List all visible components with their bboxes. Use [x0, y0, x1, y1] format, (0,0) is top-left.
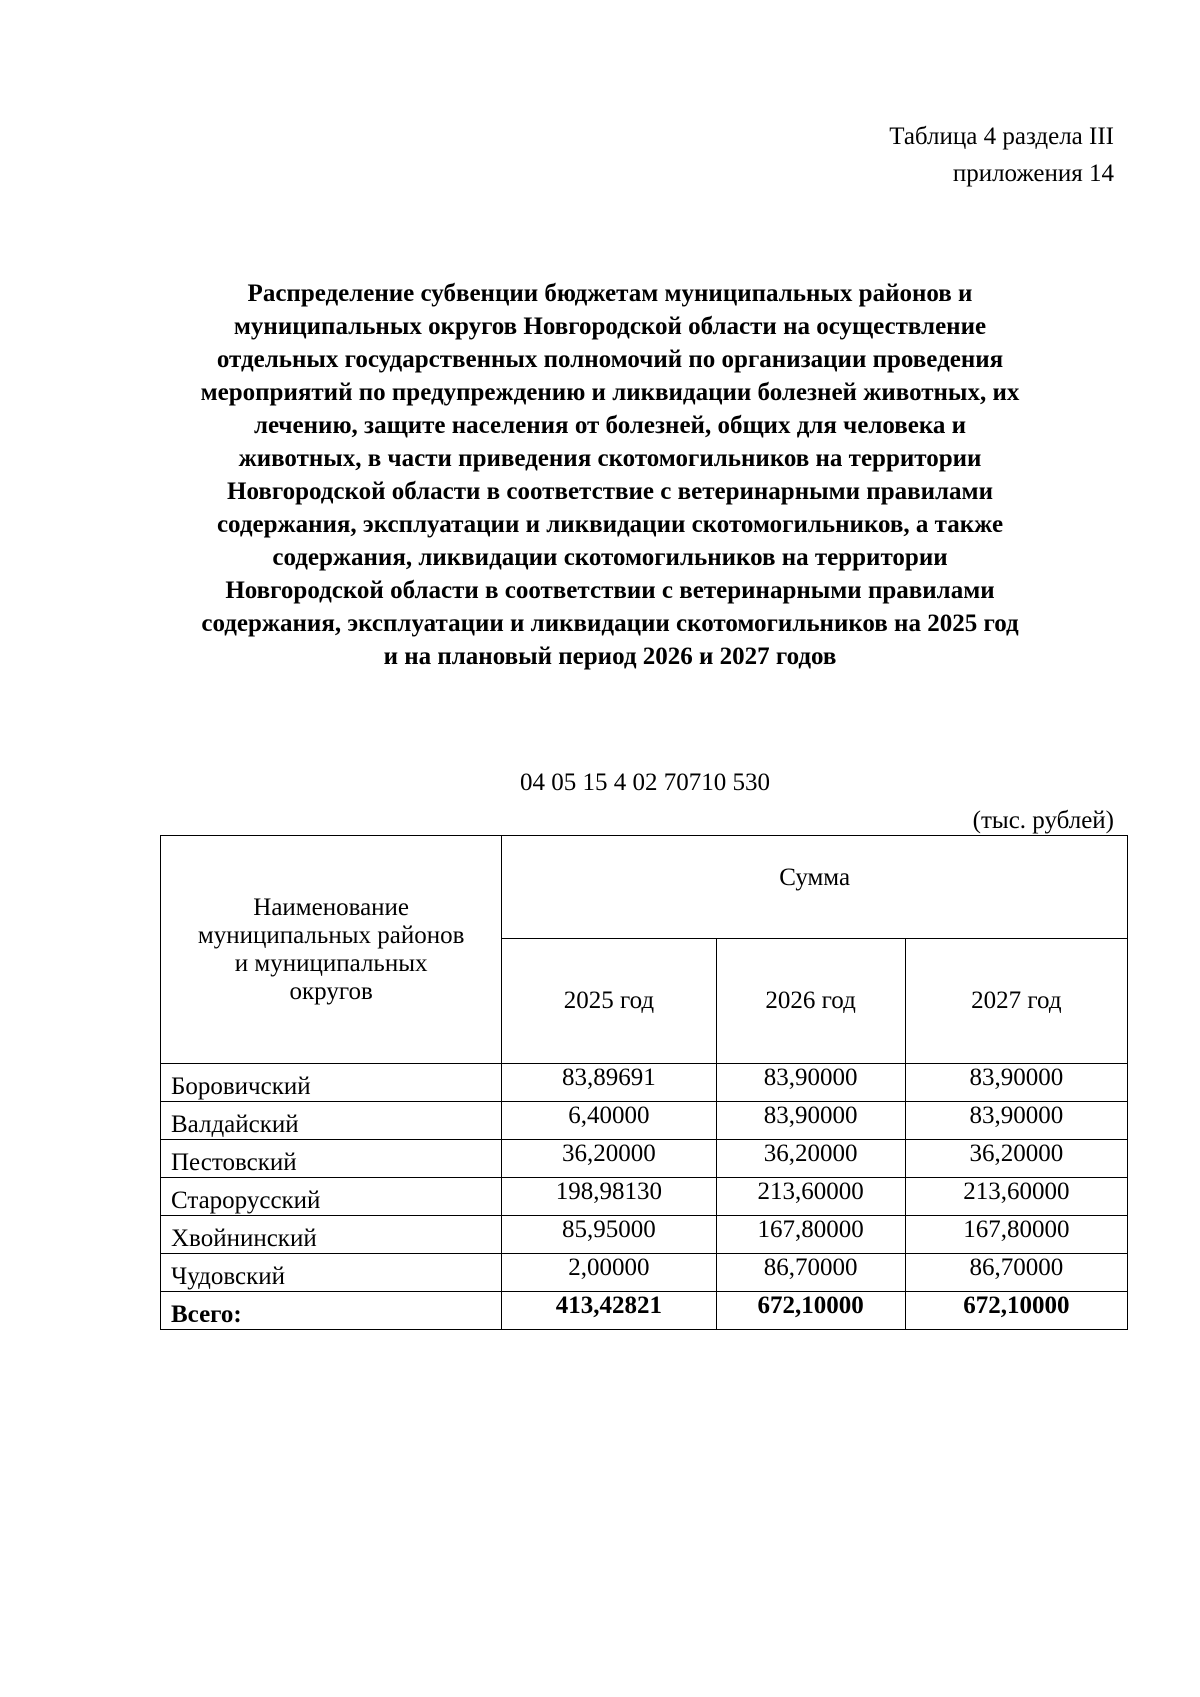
table-header-row — [161, 836, 1128, 939]
amount-2025: 83,89691 — [502, 1064, 716, 1102]
title-line: животных, в части приведения скотомогильников на территории — [238, 445, 982, 472]
title-line: и на плановый период 2026 и 2027 годов — [383, 643, 837, 670]
municipality-name: Хвойнинский — [161, 1216, 502, 1254]
reference-line-appendix: приложения 14 — [952, 160, 1114, 187]
document-reference — [889, 118, 1114, 192]
title-line: содержания, ликвидации скотомогильников на территории — [272, 544, 948, 571]
municipality-name: Чудовский — [161, 1254, 502, 1292]
budget-code: 04 05 15 4 02 70710 530 — [520, 769, 770, 796]
title-line: содержания, эксплуатации и ликвидации скотомогильников, а также — [216, 511, 1004, 538]
subvention-table — [160, 835, 1128, 1330]
table-row — [161, 1178, 1128, 1216]
amount-2027: 83,90000 — [905, 1102, 1127, 1140]
header-name-line: муниципальных районов — [197, 921, 465, 949]
header-year-2027: 2027 год — [905, 939, 1127, 1064]
header-name-line: округов — [289, 977, 373, 1005]
municipality-name: Старорусский — [161, 1178, 502, 1216]
total-2026: 672,10000 — [716, 1292, 905, 1330]
amount-2027: 167,80000 — [905, 1216, 1127, 1254]
table-row — [161, 1064, 1128, 1102]
table-row — [161, 1140, 1128, 1178]
amount-2025: 2,00000 — [502, 1254, 716, 1292]
amount-2027: 36,20000 — [905, 1140, 1127, 1178]
title-line: Новгородской области в соответствие с ветеринарными правилами — [227, 478, 993, 505]
title-line: содержания, эксплуатации и ликвидации скотомогильников на 2025 год — [201, 610, 1019, 637]
municipality-name: Боровичский — [161, 1064, 502, 1102]
table-row — [161, 1102, 1128, 1140]
amount-2026: 213,60000 — [716, 1178, 905, 1216]
title-line: мероприятий по предупреждению и ликвидации болезней животных, их — [200, 379, 1020, 406]
title-line: Распределение субвенции бюджетам муниципальных районов и — [247, 280, 973, 307]
amount-2026: 86,70000 — [716, 1254, 905, 1292]
total-2027: 672,10000 — [905, 1292, 1127, 1330]
total-label: Всего: — [161, 1292, 502, 1330]
title-line: Новгородской области в соответствии с ветеринарными правилами — [225, 577, 995, 604]
amount-2025: 85,95000 — [502, 1216, 716, 1254]
header-name-line: Наименование — [253, 893, 410, 921]
table-row — [161, 1254, 1128, 1292]
municipality-name: Валдайский — [161, 1102, 502, 1140]
amount-2026: 83,90000 — [716, 1102, 905, 1140]
amount-2026: 36,20000 — [716, 1140, 905, 1178]
amount-2027: 213,60000 — [905, 1178, 1127, 1216]
amount-2025: 198,98130 — [502, 1178, 716, 1216]
reference-line-table: Таблица 4 раздела III — [889, 123, 1114, 150]
title-line: отдельных государственных полномочий по организации проведения — [216, 346, 1004, 373]
header-municipality-name — [161, 836, 502, 1064]
header-sum: Сумма — [502, 836, 1128, 939]
header-year-2026: 2026 год — [716, 939, 905, 1064]
amount-2025: 6,40000 — [502, 1102, 716, 1140]
title-line: муниципальных округов Новгородской области на осуществление — [233, 313, 987, 340]
amount-2025: 36,20000 — [502, 1140, 716, 1178]
amount-2026: 83,90000 — [716, 1064, 905, 1102]
amount-2027: 83,90000 — [905, 1064, 1127, 1102]
title-line: лечению, защите населения от болезней, общих для человека и — [253, 412, 967, 439]
units-label: (тыс. рублей) — [972, 807, 1114, 834]
municipality-name: Пестовский — [161, 1140, 502, 1178]
table-total-row — [161, 1292, 1128, 1330]
header-name-line: и муниципальных — [234, 949, 428, 977]
amount-2027: 86,70000 — [905, 1254, 1127, 1292]
total-2025: 413,42821 — [502, 1292, 716, 1330]
header-year-2025: 2025 год — [502, 939, 716, 1064]
document-title — [140, 277, 1080, 673]
table-row — [161, 1216, 1128, 1254]
amount-2026: 167,80000 — [716, 1216, 905, 1254]
